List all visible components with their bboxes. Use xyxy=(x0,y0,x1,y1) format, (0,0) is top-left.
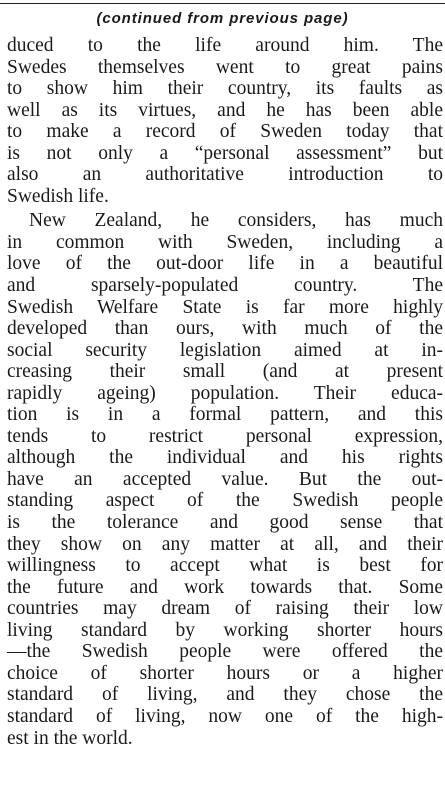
text-line: to show him their country, its faults as xyxy=(7,78,443,100)
text-line: the future and work towards that. Some xyxy=(7,576,443,598)
article-body xyxy=(7,35,443,749)
text-line: standard of living, now one of the high- xyxy=(7,705,443,727)
text-line: social security legislation aimed at in- xyxy=(7,339,443,361)
text-line: have an accepted value. But the out- xyxy=(7,468,443,490)
text-line: standing aspect of the Swedish people xyxy=(7,490,443,512)
text-line: also an authoritative introduction to xyxy=(7,164,443,186)
top-rule xyxy=(0,3,445,4)
continued-header: (continued from previous page) xyxy=(96,10,349,27)
text-line: developed than ours, with much of the xyxy=(7,318,443,340)
paragraph-1 xyxy=(7,35,443,207)
text-line: tion is in a formal pattern, and this xyxy=(7,404,443,426)
paragraph-2 xyxy=(7,210,443,749)
text-line: well as its virtues, and he has been able xyxy=(7,99,443,121)
text-line: is the tolerance and good sense that xyxy=(7,512,443,534)
text-line: tends to restrict personal expression, xyxy=(7,425,443,447)
text-line: rapidly ageing) population. Their educa- xyxy=(7,382,443,404)
text-line: —the Swedish people were offered the xyxy=(7,641,443,663)
text-line: although the individual and his rights xyxy=(7,447,443,469)
text-line: Swedes themselves went to great pains xyxy=(7,56,443,78)
text-line: love of the out-door life in a beautiful xyxy=(7,253,443,275)
text-line: standard of living, and they chose the xyxy=(7,684,443,706)
text-line: willingness to accept what is best for xyxy=(7,555,443,577)
text-line: Swedish Welfare State is far more highly xyxy=(7,296,443,318)
text-line: est in the world. xyxy=(7,727,133,749)
text-line: in common with Sweden, including a xyxy=(7,231,443,253)
text-line: and sparsely-populated country. The xyxy=(7,275,443,297)
text-line: to make a record of Sweden today that xyxy=(7,121,443,143)
text-line: choice of shorter hours or a higher xyxy=(7,662,443,684)
text-line: duced to the life around him. The xyxy=(7,35,443,56)
text-line: Swedish life. xyxy=(7,185,109,207)
text-line: is not only a “personal assessment” but xyxy=(7,142,443,164)
text-line: they show on any matter at all, and their xyxy=(7,533,443,555)
text-line: New Zealand, he considers, has much xyxy=(29,210,443,232)
text-line: living standard by working shorter hours xyxy=(7,619,443,641)
text-line: countries may dream of raising their low xyxy=(7,598,443,620)
text-line: creasing their small (and at present xyxy=(7,361,443,383)
